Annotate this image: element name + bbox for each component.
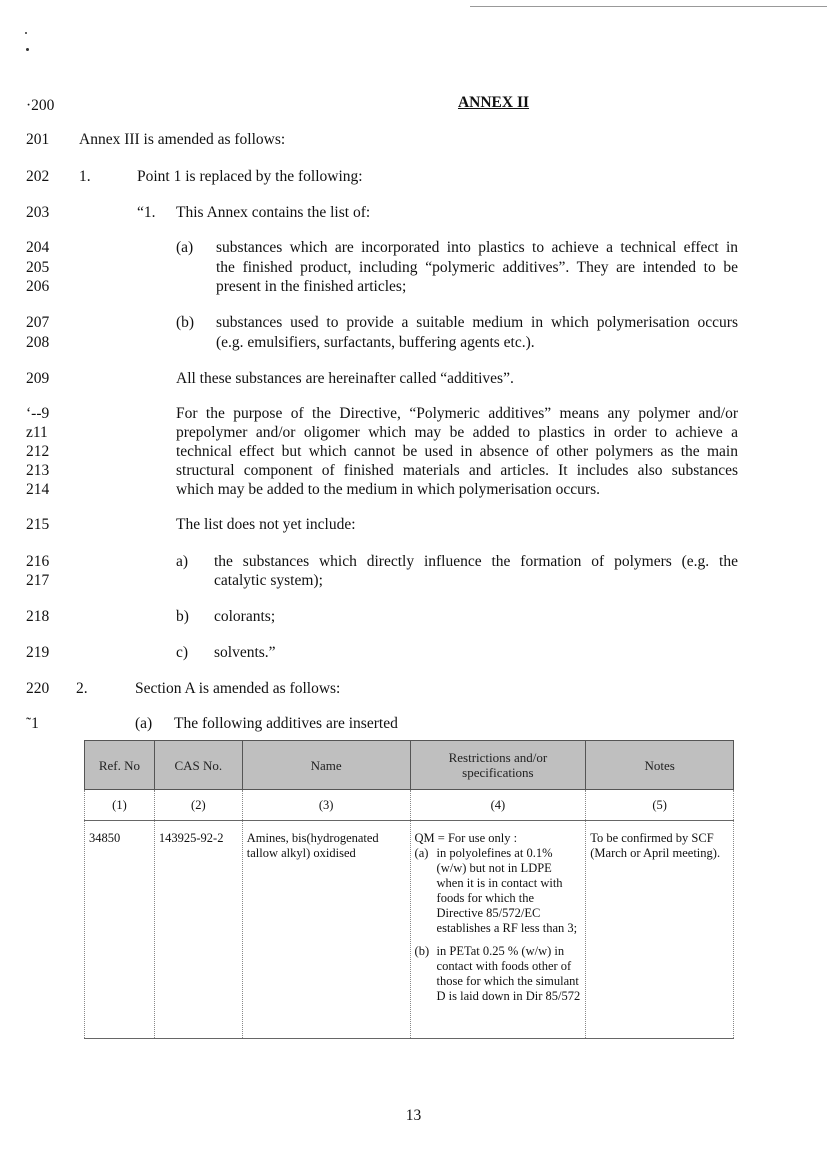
- body-line: Annex III is amended as follows:: [79, 131, 286, 148]
- notes-cell: To be confirmed by SCF (March or April meeting).: [586, 821, 734, 1039]
- item-label: (a): [176, 239, 194, 256]
- body-line: present in the finished articles;: [216, 278, 407, 295]
- line-number: 212: [26, 443, 50, 460]
- body-line: solvents.”: [214, 644, 276, 661]
- body-line: Point 1 is replaced by the following:: [137, 168, 363, 185]
- body-line: substances which are incorporated into plastics to achieve a technical effect in: [216, 239, 738, 256]
- line-number: 205: [26, 259, 50, 276]
- restriction-label: (b): [414, 944, 430, 958]
- body-line: prepolymer and/or oligomer which may be added to plastics in order to achieve a: [176, 424, 738, 441]
- line-number: 213: [26, 462, 50, 479]
- restriction-intro: QM = For use only :: [414, 831, 518, 845]
- annex-title: ANNEX II: [457, 94, 530, 111]
- line-number: 207: [26, 314, 50, 331]
- body-line: The following additives are inserted: [174, 715, 398, 732]
- restriction-text: in polyolefines at 0.1% (w/w) but not in LDPE when it is in contact with foods for which the Directive 85/572/EC establishes a RF less than 3;: [436, 846, 578, 935]
- line-number: 204: [26, 239, 50, 256]
- cas-no-cell: 143925-92-2: [154, 821, 242, 1039]
- line-number: 220: [26, 680, 50, 697]
- table-row: [85, 821, 734, 1039]
- line-number: 215: [26, 516, 50, 533]
- column-number: (4): [410, 790, 586, 821]
- restriction-item: [415, 846, 582, 936]
- line-number: ·200: [26, 97, 55, 114]
- line-number: 214: [26, 481, 50, 498]
- line-number: 217: [26, 572, 50, 589]
- item-label: 1.: [79, 168, 91, 185]
- body-line: colorants;: [214, 608, 276, 625]
- page-number: 13: [405, 1107, 422, 1124]
- line-number: 202: [26, 168, 50, 185]
- line-number: ˜1: [26, 715, 39, 732]
- scan-edge-line: [470, 6, 827, 7]
- restriction-label: (a): [414, 846, 429, 860]
- item-label: c): [176, 644, 189, 661]
- line-number: 203: [26, 204, 50, 221]
- restriction-text: in PETat 0.25 % (w/w) in contact with foods other of those for which the simulant D is laid down in Dir 85/572: [436, 944, 581, 1003]
- name-cell: Amines, bis(hydrogenated tallow alkyl) oxidised: [242, 821, 410, 1039]
- line-number: ‘‐‐9: [26, 405, 50, 422]
- line-number: 218: [26, 608, 50, 625]
- body-line: structural component of finished materials and articles. It includes also substances: [176, 462, 738, 479]
- body-line: The list does not yet include:: [176, 516, 356, 533]
- body-line: substances used to provide a suitable medium in which polymerisation occurs: [216, 314, 738, 331]
- column-header: Notes: [586, 741, 734, 790]
- body-line: This Annex contains the list of:: [176, 204, 371, 221]
- body-line: which may be added to the medium in which polymerisation occurs.: [176, 481, 600, 498]
- line-number: 206: [26, 278, 50, 295]
- body-line: the substances which directly influence the formation of polymers (e.g. the: [214, 553, 738, 570]
- column-header: Ref. No: [85, 741, 155, 790]
- column-number-row: [85, 790, 734, 821]
- item-label: (b): [176, 314, 195, 331]
- additives-table: [84, 740, 734, 1039]
- line-number: 201: [26, 131, 50, 148]
- item-label: a): [176, 553, 189, 570]
- line-number: 209: [26, 370, 50, 387]
- restriction-item: [415, 944, 582, 1004]
- scan-speck: [26, 48, 29, 51]
- item-label: (a): [135, 715, 153, 732]
- body-line: catalytic system);: [214, 572, 323, 589]
- line-number: 216: [26, 553, 50, 570]
- column-header: CAS No.: [154, 741, 242, 790]
- scan-speck: [25, 32, 27, 34]
- column-number: (2): [154, 790, 242, 821]
- table-header-row: [85, 741, 734, 790]
- column-number: (3): [242, 790, 410, 821]
- item-label: 2.: [76, 680, 88, 697]
- restrictions-cell: [410, 821, 586, 1039]
- body-line: (e.g. emulsifiers, surfactants, buffering agents etc.).: [216, 334, 535, 351]
- ref-no-cell: 34850: [85, 821, 155, 1039]
- body-line: All these substances are hereinafter called “additives”.: [176, 370, 514, 387]
- item-label: “1.: [137, 204, 156, 221]
- column-header: Restrictions and/or specifications: [410, 741, 586, 790]
- body-line: the finished product, including “polymeric additives”. They are intended to be: [216, 259, 738, 276]
- line-number: 219: [26, 644, 50, 661]
- line-number: 208: [26, 334, 50, 351]
- column-header: Name: [242, 741, 410, 790]
- column-number: (1): [85, 790, 155, 821]
- body-line: technical effect but which cannot be used in absence of other polymers as the main: [176, 443, 738, 460]
- item-label: b): [176, 608, 189, 625]
- body-line: Section A is amended as follows:: [135, 680, 341, 697]
- body-line: For the purpose of the Directive, “Polymeric additives” means any polymer and/or: [176, 405, 738, 422]
- line-number: ᴢ11: [26, 424, 48, 441]
- column-number: (5): [586, 790, 734, 821]
